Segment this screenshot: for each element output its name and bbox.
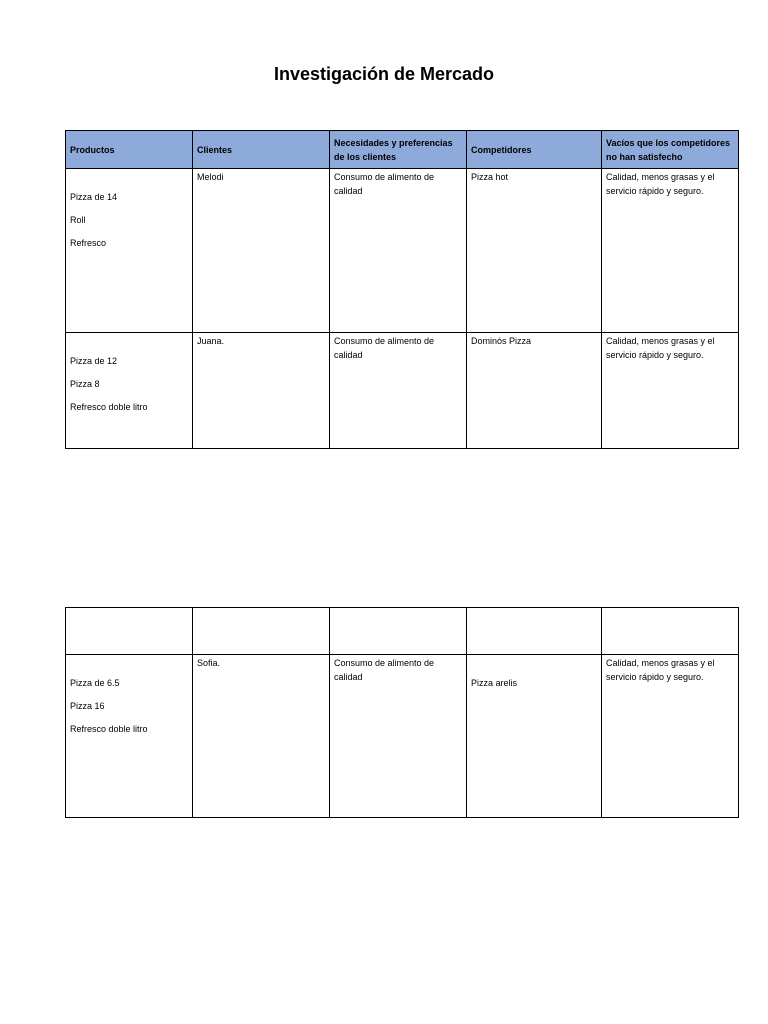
empty-cell [602, 608, 739, 655]
table-row [66, 333, 739, 449]
necesidades-cell: Consumo de alimento de calidad [330, 169, 467, 333]
header-clientes: Clientes [193, 131, 330, 169]
productos-cell [66, 333, 193, 449]
vacios-cell: Calidad, menos grasas y el servicio rápido y seguro. [602, 655, 739, 818]
header-competidores: Competidores [467, 131, 602, 169]
table-row [66, 169, 739, 333]
header-productos: Productos [66, 131, 193, 169]
empty-cell [467, 608, 602, 655]
product-item: Refresco [70, 238, 107, 248]
cliente-cell: Sofia. [193, 655, 330, 818]
necesidades-cell: Consumo de alimento de calidad [330, 333, 467, 449]
cliente-cell: Juana. [193, 333, 330, 449]
product-item: Refresco doble litro [70, 724, 148, 734]
product-item: Pizza de 6.5 [70, 678, 120, 688]
competidor-cell: Pizza hot [467, 169, 602, 333]
productos-cell [66, 655, 193, 818]
empty-row [66, 608, 739, 655]
document-title: Investigación de Mercado [273, 64, 495, 84]
necesidades-cell: Consumo de alimento de calidad [330, 655, 467, 818]
product-item: Pizza de 12 [70, 356, 118, 366]
header-row [66, 131, 739, 169]
competidor-cell: Dominós Pizza [467, 333, 602, 449]
empty-cell [66, 608, 193, 655]
vacios-cell: Calidad, menos grasas y el servicio rápido y seguro. [602, 169, 739, 333]
product-item: Pizza 16 [70, 701, 105, 711]
productos-cell [66, 169, 193, 333]
vacios-cell: Calidad, menos grasas y el servicio rápido y seguro. [602, 333, 739, 449]
header-vacios: Vacíos que los competidores no han satisfecho [602, 131, 739, 169]
empty-cell [330, 608, 467, 655]
product-item: Pizza 8 [70, 379, 100, 389]
product-item: Refresco doble litro [70, 402, 148, 412]
market-research-table-continued [65, 607, 739, 818]
competidor-text: Pizza arelis [471, 678, 518, 688]
table-row [66, 655, 739, 818]
cliente-cell: Melodi [193, 169, 330, 333]
product-item: Pizza de 14 [70, 192, 118, 202]
empty-cell [193, 608, 330, 655]
competidor-cell [467, 655, 602, 818]
product-item: Roll [70, 215, 86, 225]
header-necesidades: Necesidades y preferencias de los clientes [330, 131, 467, 169]
market-research-table [65, 130, 739, 449]
